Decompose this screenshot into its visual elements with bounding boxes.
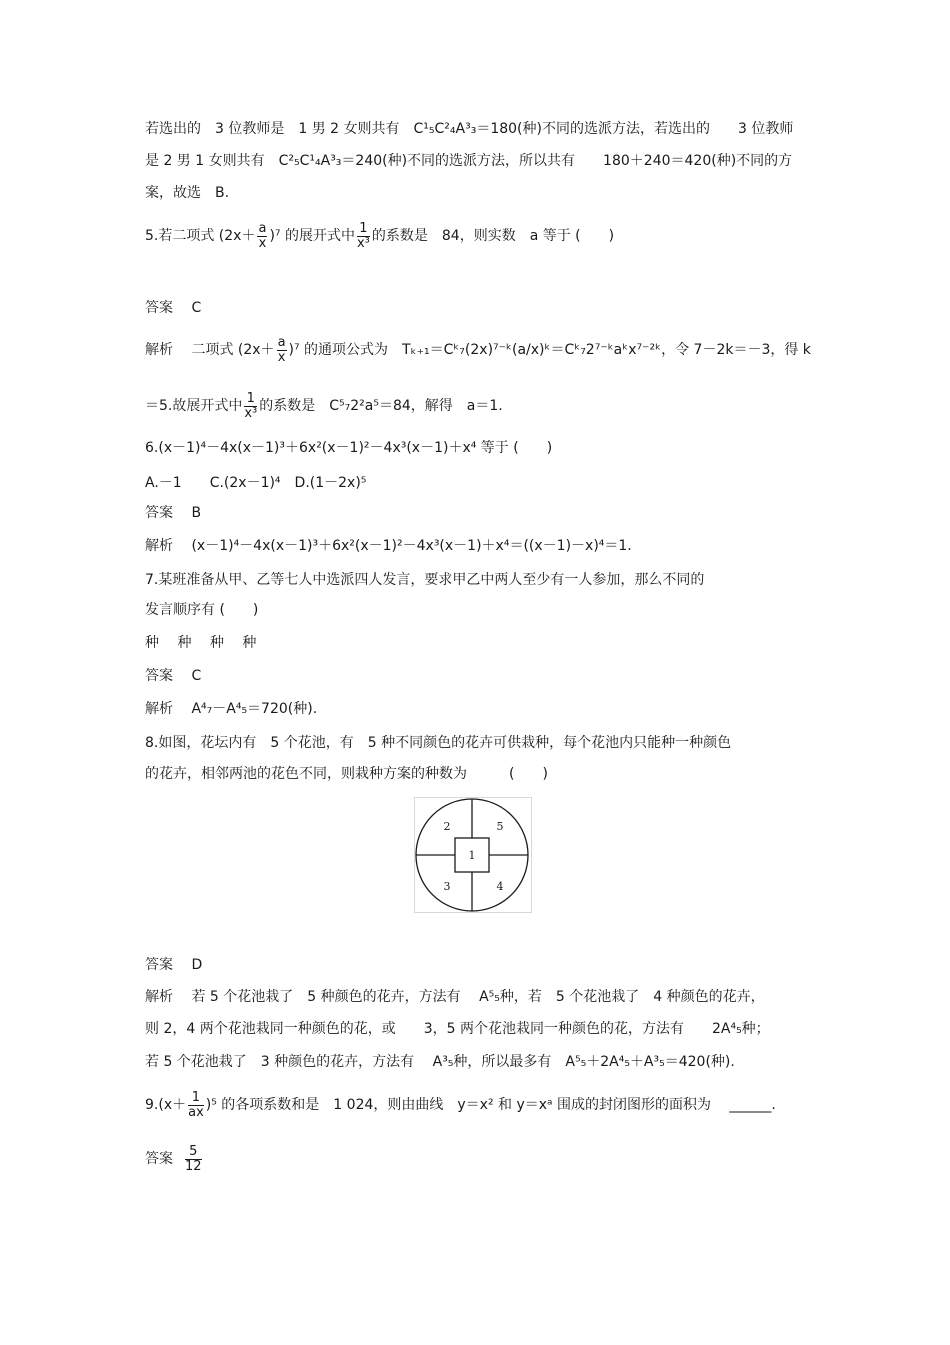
text: )⁷ 的展开式中 <box>269 228 355 244</box>
numerator: 1 <box>188 1091 204 1106</box>
question-5-stem <box>145 218 614 254</box>
answer <box>145 1141 204 1177</box>
solution-line: 解析 (x－1)⁴－4x(x－1)³＋6x²(x－1)²－4x³(x－1)＋x⁴＝((x－1)－x)⁴＝1. <box>145 538 632 554</box>
text-line: 是 2 男 1 女则共有 C²₅C¹₄A³₃＝240(种)不同的选派方法，所以共有 180＋240＝420(种)不同的方 <box>145 153 793 169</box>
question-7-options: 种 种 种 种 <box>145 635 257 651</box>
pool-label-1: 1 <box>468 849 476 862</box>
text: ＝5.故展开式中 <box>145 398 243 414</box>
flower-bed-diagram <box>414 797 532 913</box>
answer: 答案 D <box>145 957 203 973</box>
text-line: 若选出的 3 位教师是 1 男 2 女则共有 C¹₅C²₄A³₃＝180(种)不同的选派方法，若选出的 3 位教师 <box>145 121 794 137</box>
answer: 答案 C <box>145 300 202 316</box>
denominator: x <box>258 235 267 251</box>
pool-label-2: 2 <box>443 820 451 833</box>
solution-line <box>145 388 503 424</box>
numerator: a <box>277 334 286 350</box>
numerator: a <box>258 220 267 236</box>
text: )⁷ 的通项公式为 Tₖ₊₁＝Cᵏ₇(2x)⁷⁻ᵏ(a/x)ᵏ＝Cᵏ₇2⁷⁻ᵏaᵏx⁷⁻²ᵏ，令 7－2k＝－3，得 k <box>288 342 811 358</box>
denominator: x³ <box>356 235 370 251</box>
fraction <box>188 1091 204 1120</box>
question-9-stem <box>145 1087 776 1123</box>
text: 5.若二项式 (2x＋ <box>145 228 256 244</box>
question-7-stem: 7.某班准备从甲、乙等七人中选派四人发言，要求甲乙中两人至少有一人参加，那么不同的 <box>145 572 705 588</box>
text: 的系数是 84，则实数 a 等于 ( ) <box>371 228 615 244</box>
fraction <box>357 222 370 251</box>
text-line: 案，故选 B. <box>145 185 230 201</box>
numerator: 1 <box>357 222 370 237</box>
question-6-stem: 6.(x－1)⁴－4x(x－1)³＋6x²(x－1)²－4x³(x－1)＋x⁴ 等于 ( ) <box>145 440 553 456</box>
text: 解析 二项式 (2x＋ <box>145 342 275 358</box>
answer-label: 答案 <box>145 1151 173 1167</box>
denominator: x³ <box>244 405 258 421</box>
denominator: ax <box>188 1104 204 1120</box>
question-8-stem: 8.如图，花坛内有 5 个花池，有 5 种不同颜色的花卉可供栽种，每个花池内只能种一种颜色 <box>145 735 732 751</box>
solution-line: 若 5 个花池栽了 3 种颜色的花卉，方法有 A³₅种，所以最多有 A⁵₅＋2A⁴₅＋A³₅＝420(种). <box>145 1054 735 1070</box>
solution-line: 则 2，4 两个花池栽同一种颜色的花，或 3，5 两个花池栽同一种颜色的花，方法有 2A⁴₅种； <box>145 1021 770 1037</box>
denominator: 12 <box>185 1158 202 1174</box>
answer-fraction <box>185 1145 202 1174</box>
text: 的系数是 C⁵₇2²a⁵＝84，解得 a＝1. <box>259 398 503 414</box>
denominator: x <box>277 349 286 365</box>
text: )⁵ 的各项系数和是 1 024，则由曲线 y＝x² 和 y＝xᵃ 围成的封闭图形的面积为 ______. <box>205 1097 776 1113</box>
solution-line <box>145 332 811 368</box>
solution-line: 解析 若 5 个花池栽了 5 种颜色的花卉，方法有 A⁵₅种，若 5 个花池栽了 4 种颜色的花卉， <box>145 989 765 1005</box>
fraction <box>257 222 267 251</box>
question-6-options: A.－1 C.(2x－1)⁴ D.(1－2x)⁵ <box>145 475 367 491</box>
text: 9.(x＋ <box>145 1097 187 1113</box>
pool-label-4: 4 <box>496 880 504 893</box>
numerator: 1 <box>244 392 257 407</box>
fraction <box>244 392 257 421</box>
numerator: 5 <box>185 1145 202 1160</box>
answer: 答案 B <box>145 505 202 521</box>
pool-label-3: 3 <box>443 880 451 893</box>
question-7-stem: 发言顺序有 ( ) <box>145 602 259 618</box>
fraction <box>277 336 287 365</box>
solution-line: 解析 A⁴₇－A⁴₅＝720(种). <box>145 701 318 717</box>
answer: 答案 C <box>145 668 202 684</box>
question-8-stem: 的花卉，相邻两池的花色不同，则栽种方案的种数为 ( ) <box>145 766 548 782</box>
pool-label-5: 5 <box>496 820 504 833</box>
